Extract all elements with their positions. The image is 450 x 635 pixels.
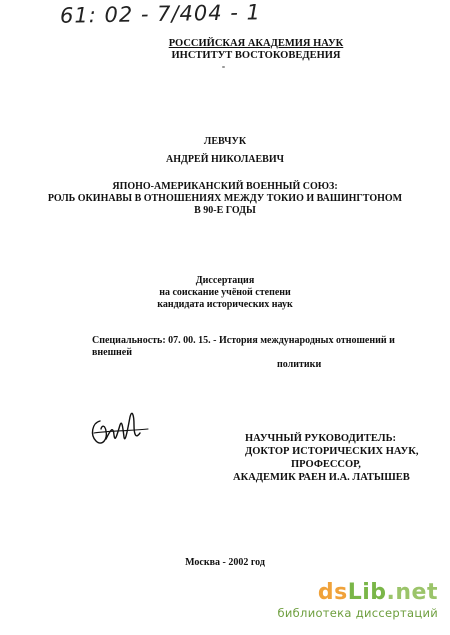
title-line-3: В 90-Е ГОДЫ [194, 205, 256, 216]
supervisor-name: АКАДЕМИК РАЕН И.А. ЛАТЫШЕВ [233, 472, 410, 483]
institution-header [140, 38, 372, 62]
degree-line: на соискание учёной степени [159, 287, 291, 298]
institute-name: ИНСТИТУТ ВОСТОКОВЕДЕНИЯ [171, 50, 341, 61]
supervisor-degree: ДОКТОР ИСТОРИЧЕСКИХ НАУК, [245, 446, 419, 457]
title-line-1: ЯПОНО-АМЕРИКАНСКИЙ ВОЕННЫЙ СОЮЗ: [112, 181, 338, 192]
dslib-watermark [277, 582, 438, 620]
academy-name: РОССИЙСКАЯ АКАДЕМИЯ НАУК [168, 38, 344, 49]
supervisor-block [233, 432, 419, 484]
title-line-2: РОЛЬ ОКИНАВЫ В ОТНОШЕНИЯХ МЕЖДУ ТОКИО И ВАШИНГТОНОМ [47, 193, 403, 204]
author-last-name: ЛЕВЧУК [203, 136, 247, 147]
dissertation-label: Диссертация [195, 275, 255, 286]
author-first-names: АНДРЕЙ НИКОЛАЕВИЧ [166, 154, 284, 165]
dissertation-block [0, 275, 450, 311]
supervisor-rank: ПРОФЕССОР, [291, 459, 361, 470]
signature-icon [86, 395, 156, 455]
supervisor-label: НАУЧНЫЙ РУКОВОДИТЕЛЬ: [245, 433, 397, 444]
scan-speck [222, 66, 225, 68]
dslib-logo: dsLib.net [317, 580, 438, 605]
dslib-tagline: библиотека диссертаций [277, 606, 438, 620]
dissertation-title [0, 181, 450, 217]
handwritten-catalog-number: 61: 02 - 7/404 - 1 [59, 0, 262, 28]
specialty-line-1: Специальность: 07. 00. 15. - История международных отношений и внешней [92, 335, 395, 358]
specialty-block [92, 335, 412, 371]
degree-field-line: кандидата исторических наук [157, 299, 293, 310]
specialty-line-2: политики [277, 359, 322, 370]
city-year: Москва - 2002 год [185, 557, 265, 568]
